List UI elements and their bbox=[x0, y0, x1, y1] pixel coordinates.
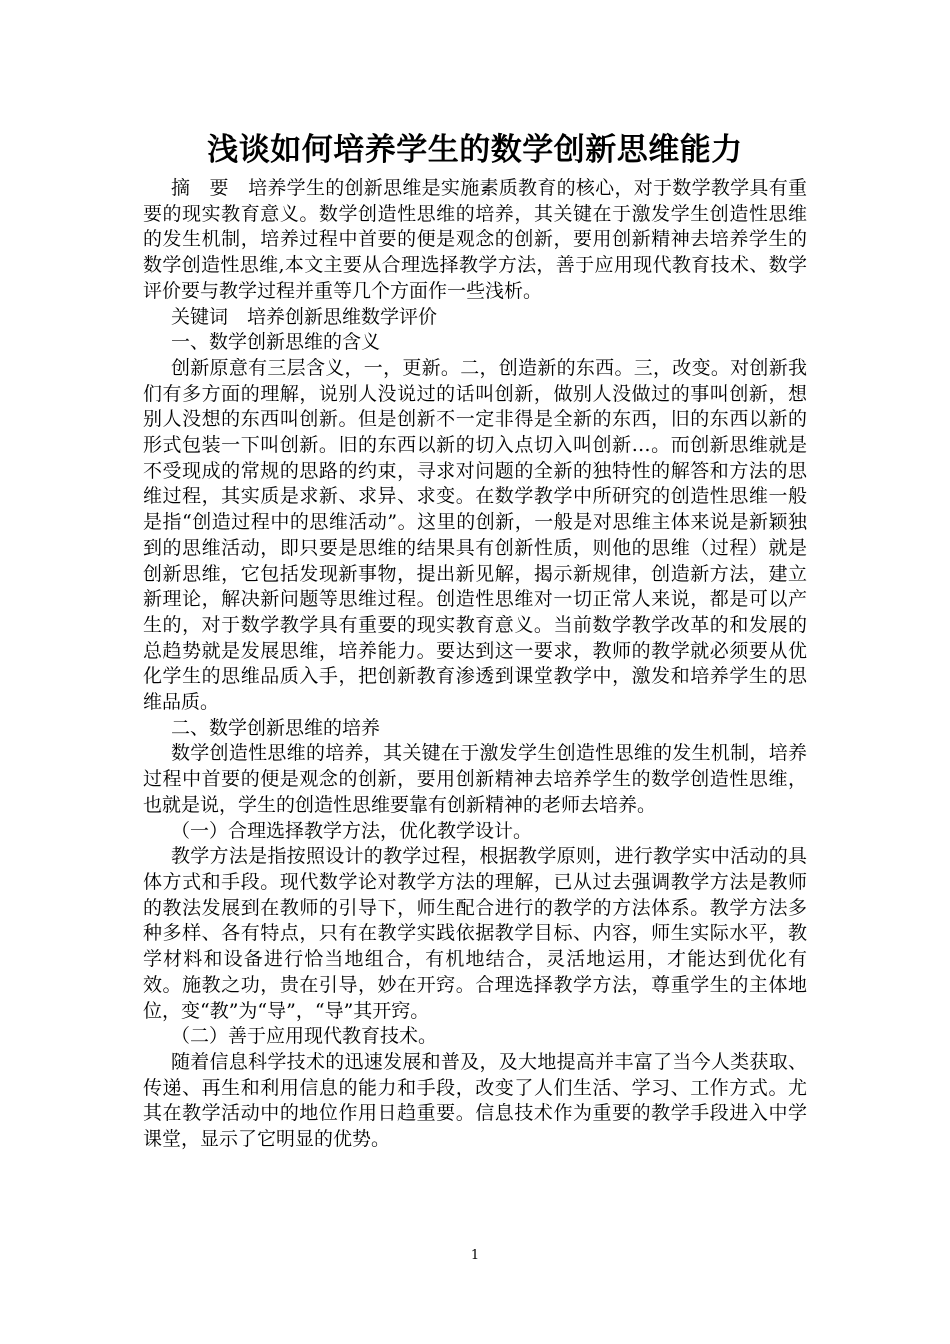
subsection-heading-2: （二）善于应用现代教育技术。 bbox=[171, 1025, 438, 1048]
section-heading-2: 二、数学创新思维的培养 bbox=[171, 716, 381, 739]
page-number: 1 bbox=[470, 1248, 480, 1263]
document-body bbox=[143, 176, 807, 1153]
section-heading-1: 一、数学创新思维的含义 bbox=[171, 331, 381, 354]
body-paragraph: 教学方法是指按照设计的教学过程，根据教学原则，进行教学实中活动的具体方式和手段。现代数学论对教学方法的理解，已从过去强调教学方法是教师的教法发展到在教师的引导下，师生配合进行的教学的方法体系。教学方法多种多样、各有特点，只有在教学实践依据教学目标、内容，师生实际水平，教学材料和设备进行恰当地组合，有机地结合，灵活地运用，才能达到优化有效。施教之功，贵在引导，妙在开窍。合理选择教学方法，尊重学生的主体地位，变“教”为“导”，“导”其开窍。 bbox=[143, 845, 807, 1022]
keywords-line: 关键词 培养创新思维数学评价 bbox=[171, 305, 438, 328]
body-paragraph: 随着信息科学技术的迅速发展和普及，及大地提高并丰富了当今人类获取、传递、再生和利用信息的能力和手段，改变了人们生活、学习、工作方式。尤其在教学活动中的地位作用日趋重要。信息技术作为重要的教学手段进入中学课堂，显示了它明显的优势。 bbox=[143, 1050, 807, 1151]
document-title: 浅谈如何培养学生的数学创新思维能力 bbox=[207, 132, 743, 168]
body-paragraph: 创新原意有三层含义，一，更新。二，创造新的东西。三，改变。对创新我们有多方面的理解，说别人没说过的话叫创新，做别人没做过的事叫创新，想别人没想的东西叫创新。但是创新不一定非得是全新的东西，旧的东西以新的形式包装一下叫创新。旧的东西以新的切入点切入叫创新…。而创新思维就是不受现成的常规的思路的约束，寻求对问题的全新的独特性的解答和方法的思维过程，其实质是求新、求异、求变。在数学教学中所研究的创造性思维一般是指“创造过程中的思维活动”。这里的创新，一般是对思维主体来说是新颖独到的思维活动，即只要是思维的结果具有创新性质，则他的思维（过程）就是创新思维，它包括发现新事物，提出新见解，揭示新规律，创造新方法，建立新理论，解决新问题等思维过程。创造性思维对一切正常人来说，都是可以产生的，对于数学教学具有重要的现实教育意义。当前数学教学改革的和发展的总趋势就是发展思维，培养能力。要达到这一要求，教师的教学就必须要从优化学生的思维品质入手，把创新教育渗透到课堂教学中，激发和培养学生的思维品质。 bbox=[143, 356, 807, 714]
body-paragraph: 数学创造性思维的培养，其关键在于激发学生创造性思维的发生机制，培养过程中首要的便是观念的创新，要用创新精神去培养学生的数学创造性思维，也就是说，学生的创造性思维要靠有创新精神的老师去培养。 bbox=[143, 742, 807, 816]
subsection-heading-1: （一）合理选择教学方法，优化教学设计。 bbox=[171, 819, 533, 842]
abstract-paragraph: 摘 要 培养学生的创新思维是实施素质教育的核心，对于数学教学具有重要的现实教育意义。数学创造性思维的培养，其关键在于激发学生创造性思维的发生机制，培养过程中首要的便是观念的创新，要用创新精神去培养学生的数学创造性思维,本文主要从合理选择教学方法，善于应用现代教育技术、数学评价要与教学过程并重等几个方面作一些浅析。 bbox=[143, 177, 807, 302]
